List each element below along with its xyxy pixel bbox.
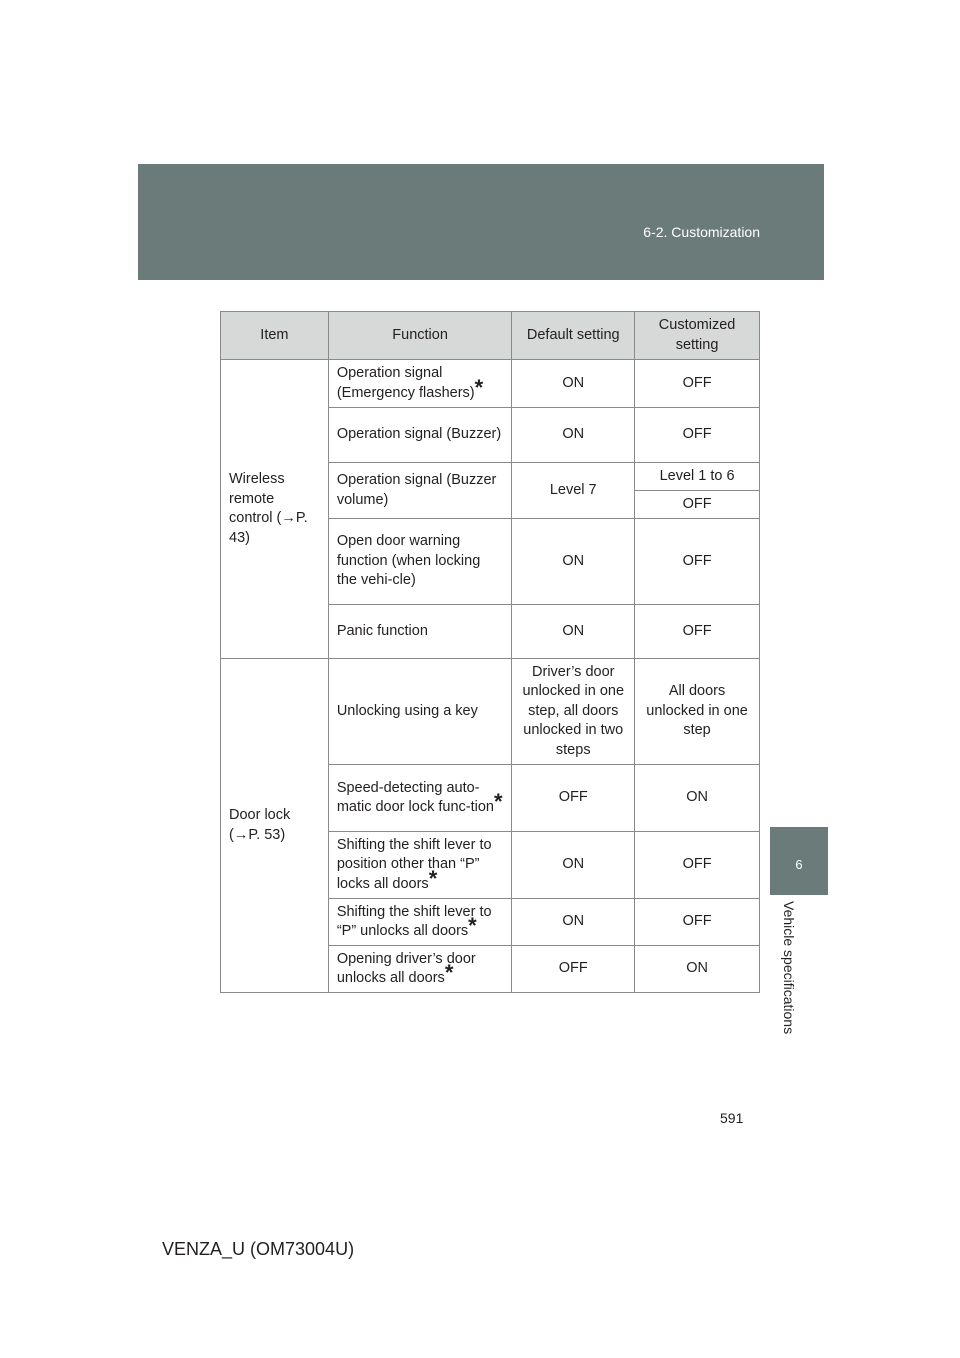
function-cell: Shifting the shift lever to position other than “P” locks all doors*	[328, 832, 512, 899]
default-cell: ON	[512, 605, 635, 659]
document-id: VENZA_U (OM73004U)	[162, 1239, 355, 1259]
function-cell: Panic function	[328, 605, 512, 659]
chapter-tab	[770, 827, 828, 895]
table-row	[221, 659, 760, 765]
page-number: 591	[720, 1110, 744, 1126]
custom-cell: OFF	[635, 832, 760, 899]
function-cell: Operation signal (Buzzer volume)	[328, 463, 512, 519]
custom-cell: OFF	[635, 519, 760, 605]
custom-cell: OFF	[635, 605, 760, 659]
default-cell: ON	[512, 408, 635, 463]
function-cell: Operation signal (Buzzer)	[328, 408, 512, 463]
customization-table	[220, 311, 760, 993]
default-cell: ON	[512, 832, 635, 899]
table-header-row	[221, 312, 760, 360]
table-row	[221, 360, 760, 408]
function-cell: Speed-detecting auto-matic door lock func-tion*	[328, 765, 512, 832]
default-cell: ON	[512, 519, 635, 605]
chapter-number: 6	[795, 857, 803, 872]
chapter-label: Vehicle specifications	[781, 901, 797, 1035]
custom-cell: Level 1 to 6	[635, 463, 760, 491]
item-wireless-remote: Wireless remote control (→P. 43)	[221, 360, 329, 659]
default-cell: Driver’s door unlocked in one step, all doors unlocked in two steps	[512, 659, 635, 765]
custom-cell: All doors unlocked in one step	[635, 659, 760, 765]
custom-cell: OFF	[635, 899, 760, 946]
default-cell: OFF	[512, 765, 635, 832]
item-door-lock: Door lock (→P. 53)	[221, 659, 329, 993]
function-cell: Open door warning function (when locking the vehi-cle)	[328, 519, 512, 605]
custom-cell: OFF	[635, 408, 760, 463]
header-item: Item	[221, 312, 329, 360]
custom-cell: OFF	[635, 491, 760, 519]
function-cell: Unlocking using a key	[328, 659, 512, 765]
custom-cell: OFF	[635, 360, 760, 408]
custom-cell: ON	[635, 765, 760, 832]
section-title: 6-2. Customization	[643, 224, 760, 240]
section-header-bar	[138, 164, 824, 280]
default-cell: Level 7	[512, 463, 635, 519]
default-cell: ON	[512, 899, 635, 946]
header-function: Function	[328, 312, 512, 360]
function-cell: Opening driver’s door unlocks all doors*	[328, 946, 512, 993]
function-cell: Shifting the shift lever to “P” unlocks all doors*	[328, 899, 512, 946]
header-customized: Customized setting	[635, 312, 760, 360]
function-cell: Operation signal (Emergency flashers)*	[328, 360, 512, 408]
custom-cell: ON	[635, 946, 760, 993]
default-cell: OFF	[512, 946, 635, 993]
default-cell: ON	[512, 360, 635, 408]
header-default: Default setting	[512, 312, 635, 360]
